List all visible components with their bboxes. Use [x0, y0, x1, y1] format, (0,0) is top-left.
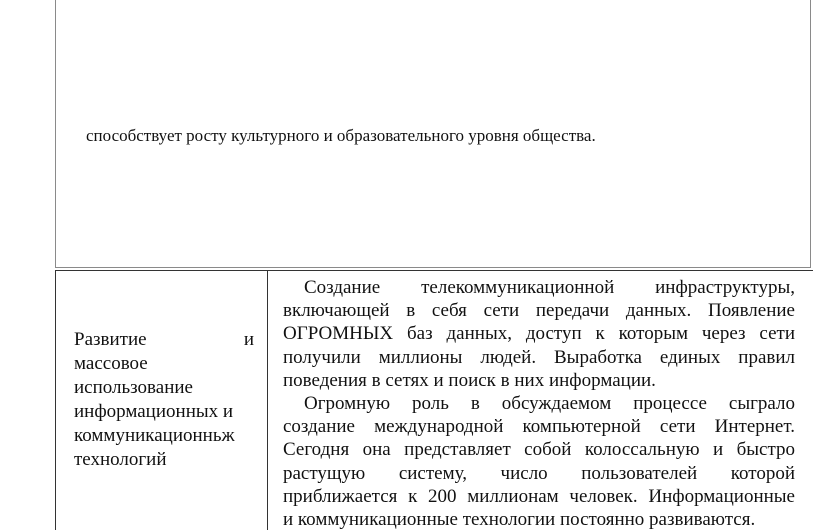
left-cell-line-4: информационных и [74, 401, 234, 422]
right-cell-body [283, 276, 795, 531]
p1-line-1: Создание телекоммуникационной инфраструктуры, [304, 277, 795, 298]
top-paragraph: способствует росту культурного и образовательного уровня общества. [86, 126, 596, 145]
top-text-box [55, 0, 811, 268]
left-cell-word-2: и [243, 329, 254, 350]
left-cell-line-6: технологий [74, 449, 167, 470]
left-cell-heading [74, 328, 254, 472]
column-divider [267, 270, 268, 530]
p2-line-1: Огромную роль в обсуждаемом процессе сыграло [304, 393, 795, 415]
p1-line-4: получили миллионы людей. Выработка единых правил [283, 346, 795, 368]
p1-line-3: ОГРОМНЫХ баз данных, доступ к которым через сети [283, 323, 795, 345]
p2-line-3: Сегодня она представляет собой колоссальную и быстро [283, 439, 795, 461]
p2-line-4: растущую систему, число пользователей которой [283, 462, 795, 484]
p1-line-2: включающей в себя сети передачи данных. Появление [283, 300, 795, 322]
p2-line-6: и коммуникационные технологии постоянно развиваются. [283, 509, 756, 531]
p1-line-5: поведения в сетях и поиск в них информации. [283, 369, 656, 391]
left-cell-line-2: массовое [74, 353, 148, 374]
left-cell-line-3: использование [74, 377, 193, 398]
left-cell-word-1: Развитие [74, 329, 147, 350]
left-cell-line-5: коммуникационньж [74, 425, 235, 446]
p2-line-2: создание международной компьютерной сети Интернет. [283, 416, 795, 438]
p2-line-5: приближается к 200 миллионам человек. Информационные [283, 485, 795, 507]
left-cell-line-1 [74, 328, 254, 352]
